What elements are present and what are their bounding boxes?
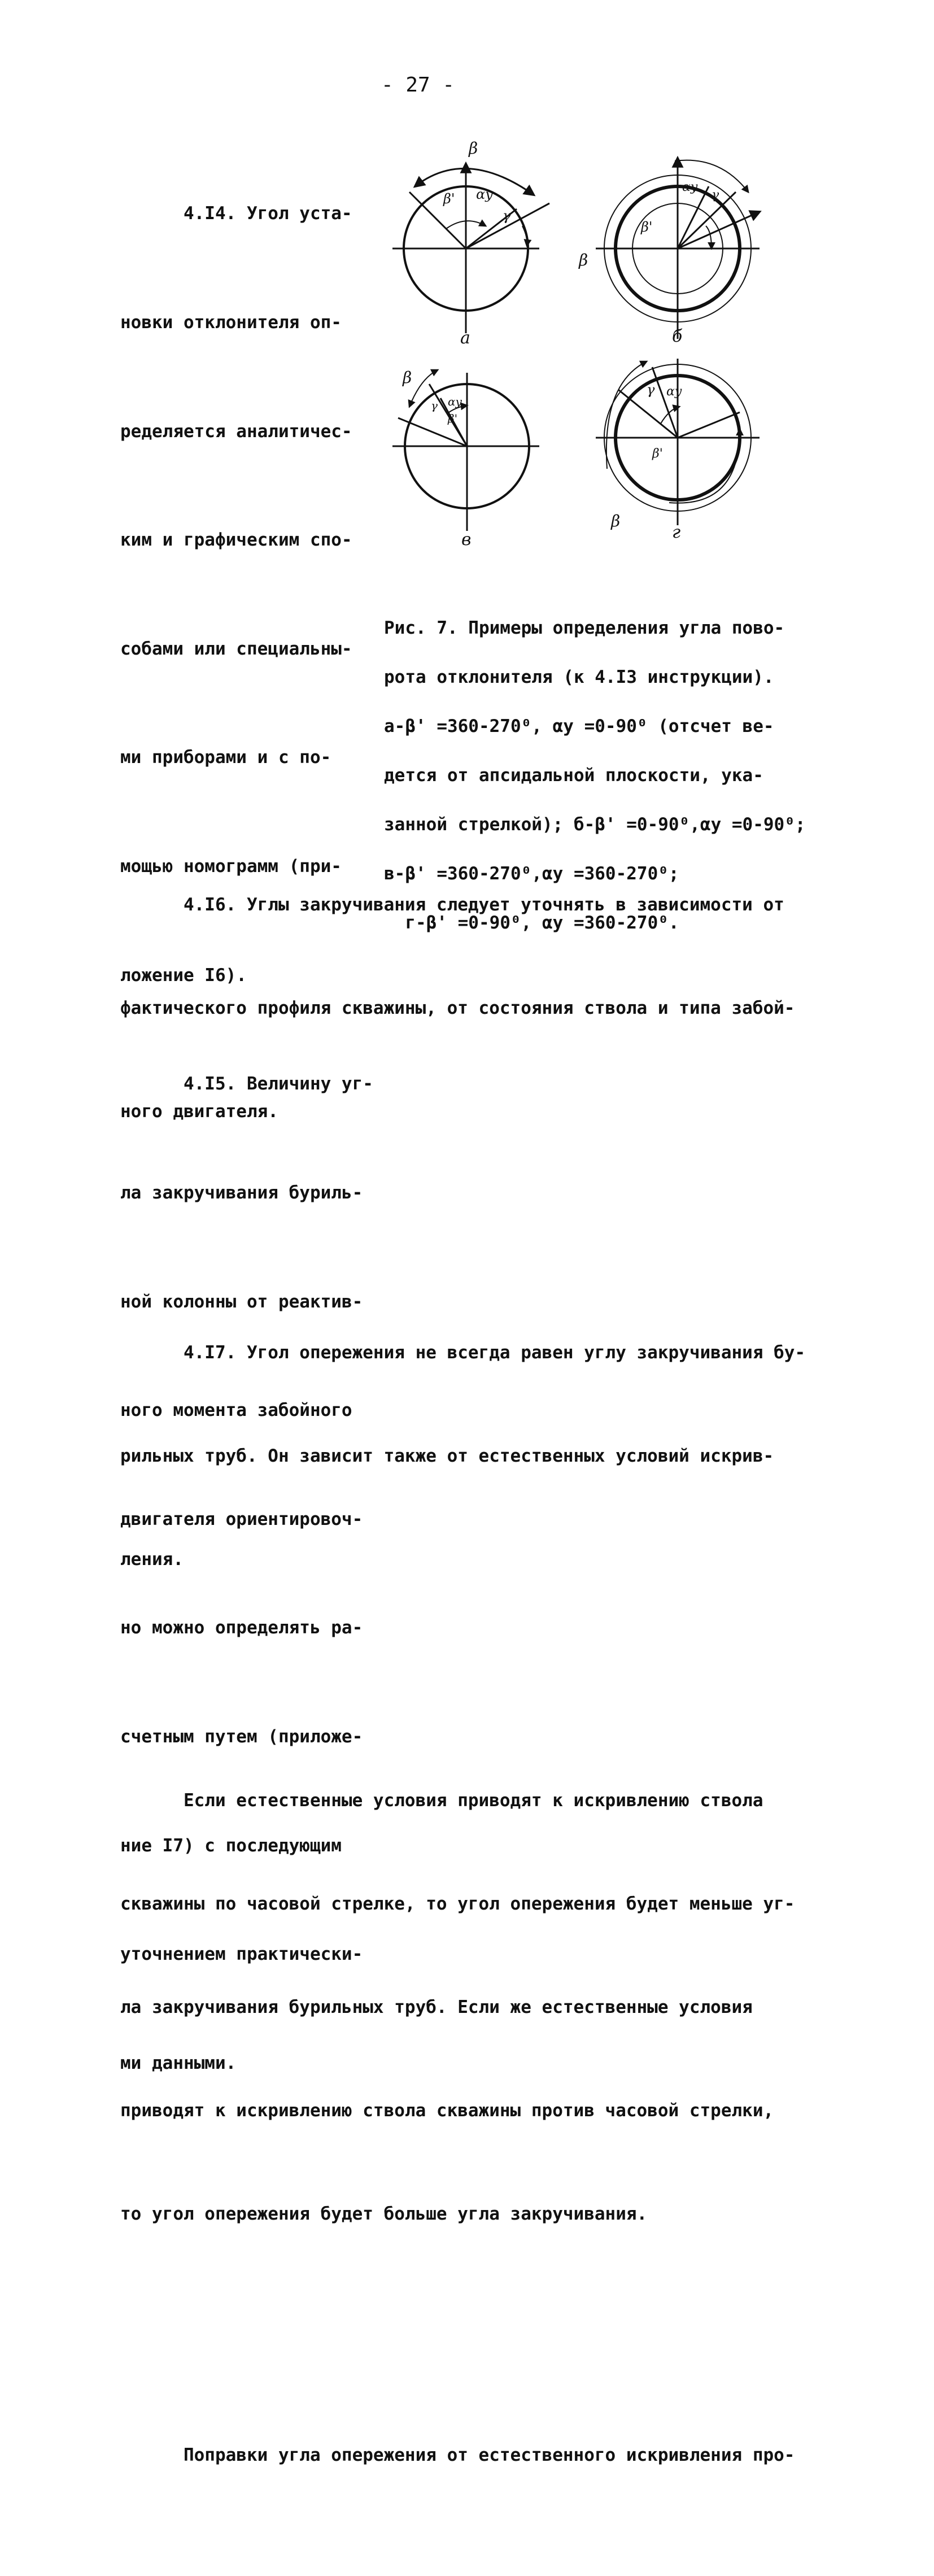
left-text-line: ложение I6). [120,965,247,986]
body-line: то угол опережения будет больше угла закручивания. [120,2204,648,2224]
left-text-line: новки отклонителя оп- [120,312,342,333]
left-text-line: но можно определять ра- [120,1618,363,1638]
left-text-line: ние I7) с последующим [120,1835,342,1856]
body-text [120,750,815,2576]
panel-a-gamma-label: γ [503,208,511,224]
left-text-line: собами или специальны- [120,638,352,659]
left-text-line: мощью номограмм (при- [120,856,342,877]
left-text-line: счетным путем (приложе- [120,1726,363,1747]
panel-g [596,359,760,542]
body-line: ного двигателя. [120,1101,278,1122]
body-line: ления. [120,1549,184,1570]
panel-b-beta-label: β [579,251,588,269]
body-line: приводят к искривлению ствола скважины против часовой стрелки, [120,2100,774,2121]
left-text-line: 4.I5. Величину уг- [120,1074,373,1095]
panel-g-beta-label: β [611,512,621,530]
left-text-line: ной колонны от реактив- [120,1291,363,1312]
panel-g-gamma-label: γ [647,382,655,398]
caption-line: дется от апсидальной плоскости, ука- [384,765,763,786]
panel-b-ray-1 [678,186,709,249]
panel-a [392,139,549,348]
caption-line: Рис. 7. Примеры определения угла пово- [384,618,785,638]
body-line: ла закручивания бурильных труб. Если же естественные условия [120,1997,753,2017]
left-text-line: ного момента забойного [120,1400,352,1421]
body-line: фактического профиля скважины, от состояния ствола и типа забой- [120,998,795,1018]
body-line: 4.I6. Углы закручивания следует уточнять в зависимости от [120,895,784,915]
left-text-line: ми приборами и с по- [120,747,331,768]
body-line: скважины по часовой стрелке, то угол опережения будет меньше уг- [120,1894,795,1914]
panel-b-ray-2 [678,192,736,249]
panel-a-beta-arc [415,168,534,195]
panel-a-beta-label: β [469,139,478,158]
panel-b-ray-3 [678,212,760,249]
body-line: Если естественные условия приводят к искривлению ствола [120,1790,763,1811]
panel-v-letter: в [461,530,472,550]
body-line: 4.I7. Угол опережения не всегда равен углу закручивания бу- [120,1343,806,1363]
figure-7-diagram [370,130,822,559]
paragraph-natural-curvature [120,1715,815,2300]
left-text-line: ми данными. [120,2052,237,2073]
paragraph-4-16 [120,819,815,1198]
panel-a-beta-prime-label: β' [443,191,455,207]
panel-b-beta-prime-label: β' [641,219,653,235]
caption-line: а-β' =360-270⁰, αy =0-90⁰ (отсчет ве- [384,716,774,736]
body-line: рильных труб. Он зависит также от естественных условий искрив- [120,1446,774,1466]
caption-line: занной стрелкой); б-β' =0-90⁰,αy =0-90⁰; [384,814,806,835]
panel-g-alpha-label: αy [666,385,682,399]
panel-b [578,158,760,346]
left-text-line: ким и графическим спо- [120,530,352,551]
panel-g-letter: г [672,522,681,542]
paragraph-4-17 [120,1267,815,1646]
left-text-line: 4.I4. Угол уста- [120,203,352,224]
panel-a-left-ray [409,192,466,249]
panel-v-alpha-label: αy [448,395,462,408]
figure-7 [370,130,822,559]
panel-g-beta-prime-label: β' [652,447,663,461]
caption-line: в-β' =360-270⁰,αy =360-270⁰; [384,864,679,884]
panel-a-letter: а [460,328,470,348]
caption-line: рота отклонителя (к 4.I3 инструкции). [384,667,774,687]
panel-b-letter: б [672,326,683,346]
panel-v-gamma-label: γ [431,399,438,412]
panel-g-outer-arc [606,361,647,469]
panel-v [392,368,539,550]
left-text-line: ла закручивания буриль- [120,1182,363,1203]
left-text-line: ределяется аналитичес- [120,421,352,442]
left-text-line: двигателя ориентировоч- [120,1509,363,1529]
panel-b-alpha-label: αy [682,180,698,194]
panel-b-gamma-label: γ [712,188,719,202]
panel-a-alpha-label: αy [476,186,493,202]
left-text-line: уточнением практически- [120,1944,363,1965]
panel-v-beta-label: β [403,368,412,387]
body-line: Поправки угла опережения от естественного искривления про- [120,2445,795,2465]
paragraph-corrections [120,2369,815,2542]
panel-v-beta-prime-label: β' [448,412,458,425]
panel-b-inner-arc [706,226,712,249]
panel-g-ray-3 [678,412,740,438]
page-number: - 27 - [381,73,455,97]
caption-line: г-β' =0-90⁰, αy =360-270⁰. [384,913,679,933]
